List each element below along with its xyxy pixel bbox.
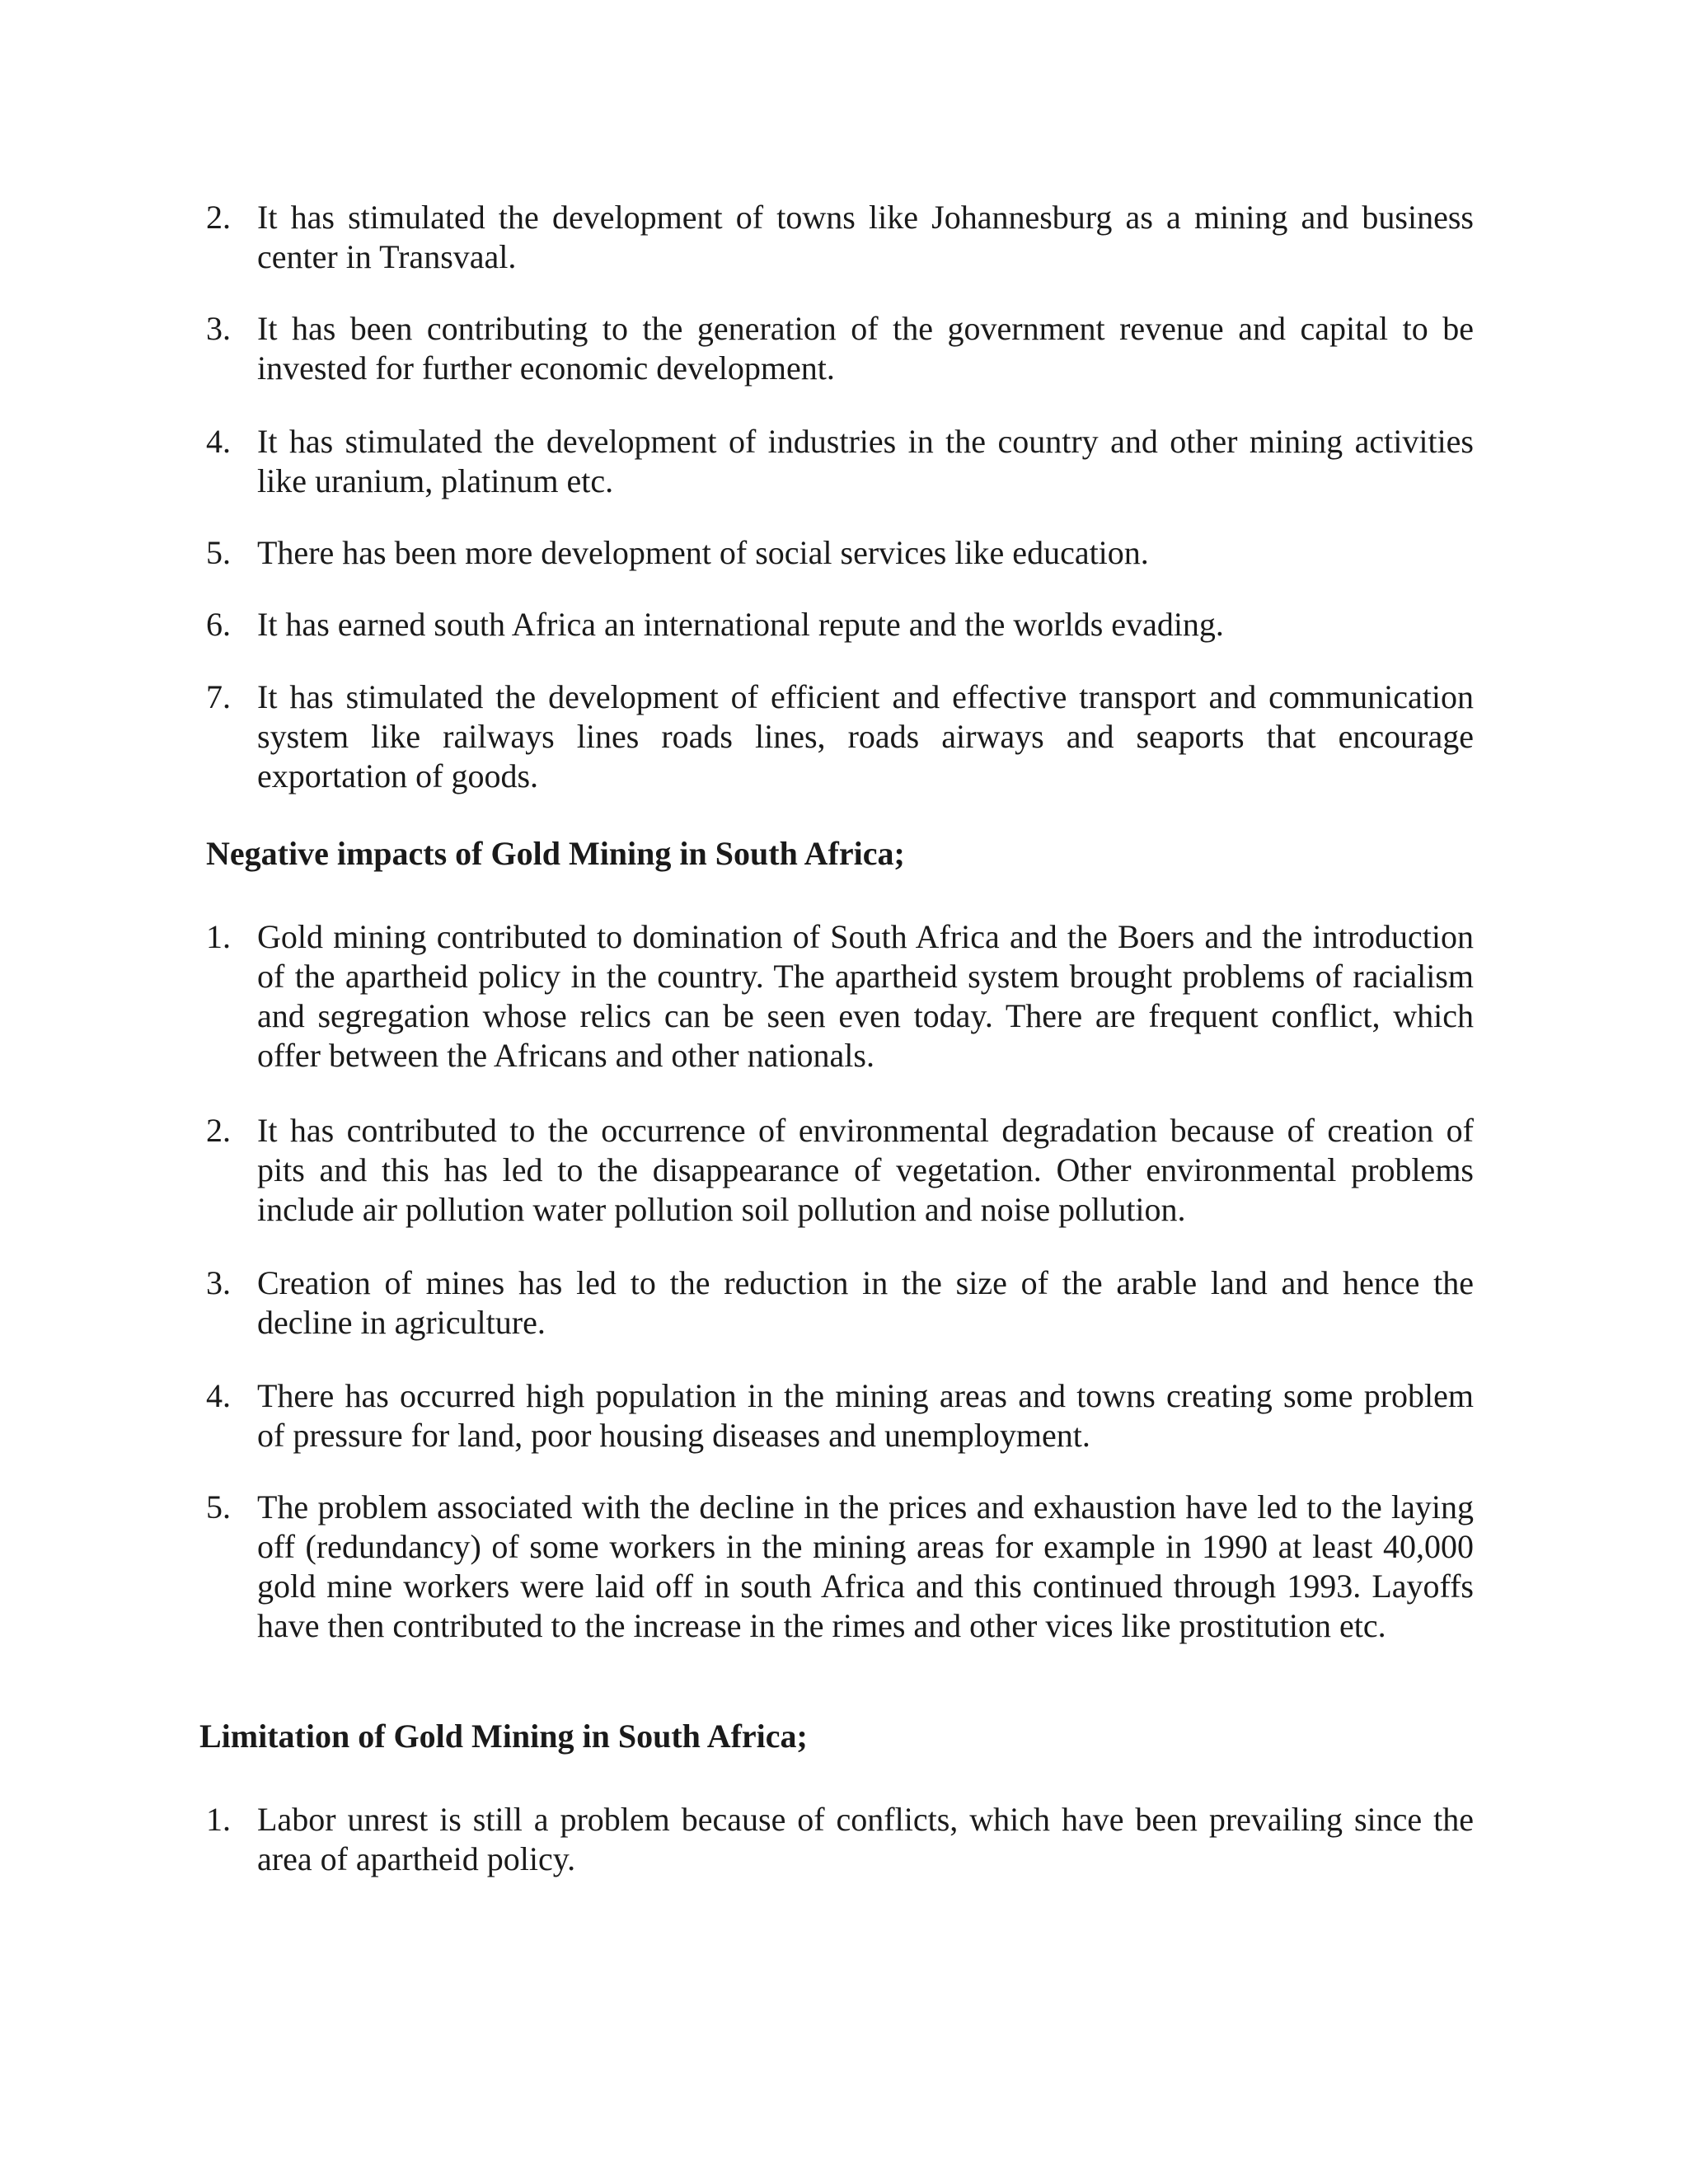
- list-item-text: The problem associated with the decline in the prices and exhaustion have led to the laying off (redundancy) of some workers in the mining areas for example in 1990 at least 40,000 gold mine workers were laid off in south Africa and this continued through 1993. Layoffs have then contributed to the increase in the rimes and other vices like prostitution etc.: [257, 1488, 1474, 1644]
- list-item: [206, 533, 1474, 573]
- list-item: [206, 309, 1474, 388]
- list-item-number: 6.: [206, 606, 231, 643]
- list-item-number: 1.: [206, 918, 231, 955]
- list-item-number: 2.: [206, 1112, 231, 1149]
- list-item: [206, 1800, 1474, 1879]
- list-item-number: 4.: [206, 1377, 231, 1414]
- list-item-text: There has occurred high population in the mining areas and towns creating some problem of pressure for land, poor housing diseases and unemployment.: [257, 1377, 1474, 1454]
- list-item-text: It has been contributing to the generation of the government revenue and capital to be invested for further economic development.: [257, 310, 1474, 387]
- list-item: [206, 1488, 1474, 1646]
- list-item-text: It has earned south Africa an international repute and the worlds evading.: [257, 606, 1224, 643]
- section-heading-limitation: Limitation of Gold Mining in South Africa;: [199, 1718, 808, 1755]
- list-item-text: It has stimulated the development of efficient and effective transport and communication system like railways lines roads lines, roads airways and seaports that encourage exportation of goods.: [257, 678, 1474, 794]
- list-item-text: It has contributed to the occurrence of environmental degradation because of creation of pits and this has led to the disappearance of vegetation. Other environmental problems include air pollution water pollution soil pollution and noise pollution.: [257, 1112, 1474, 1228]
- section-heading-negative: Negative impacts of Gold Mining in South Africa;: [206, 835, 905, 872]
- list-item-number: 4.: [206, 423, 231, 460]
- list-item-text: It has stimulated the development of towns like Johannesburg as a mining and business center in Transvaal.: [257, 199, 1474, 275]
- list-item-text: Labor unrest is still a problem because of conflicts, which have been prevailing since the area of apartheid policy.: [257, 1801, 1474, 1877]
- list-item-text: There has been more development of social services like education.: [257, 534, 1149, 571]
- list-item-number: 5.: [206, 534, 231, 571]
- list-item-text: It has stimulated the development of industries in the country and other mining activities like uranium, platinum etc.: [257, 423, 1474, 499]
- list-item-text: Creation of mines has led to the reduction in the size of the arable land and hence the decline in agriculture.: [257, 1264, 1474, 1341]
- list-item-number: 5.: [206, 1488, 231, 1526]
- list-item: [206, 198, 1474, 277]
- list-item: [206, 1111, 1474, 1230]
- list-item: [206, 605, 1474, 644]
- list-item: [206, 1263, 1474, 1343]
- list-item-number: 1.: [206, 1801, 231, 1838]
- list-item-number: 2.: [206, 199, 231, 236]
- list-item-number: 3.: [206, 1264, 231, 1301]
- list-item-number: 3.: [206, 310, 231, 347]
- list-item: [206, 1376, 1474, 1455]
- list-item: [206, 917, 1474, 1076]
- list-item-text: Gold mining contributed to domination of South Africa and the Boers and the introduction of the apartheid policy in the country. The apartheid system brought problems of racialism and segregation whose relics can be seen even today. There are frequent conflict, which offer between the Africans and other nationals.: [257, 918, 1474, 1074]
- list-item-number: 7.: [206, 678, 231, 715]
- list-item: [206, 677, 1474, 796]
- list-item: [206, 422, 1474, 501]
